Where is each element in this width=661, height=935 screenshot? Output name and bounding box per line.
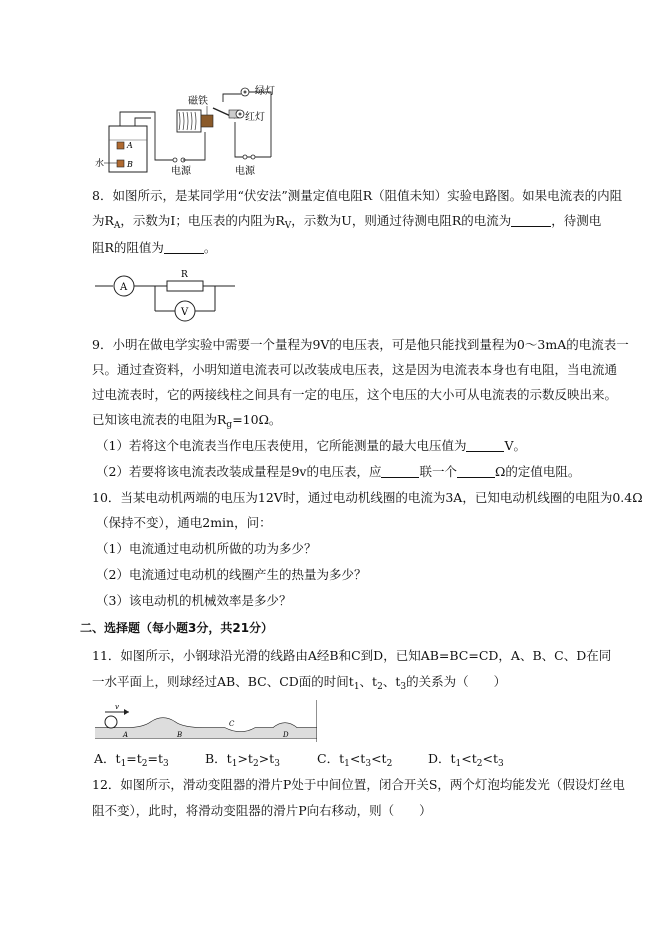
- label-power-2: 电源: [235, 166, 255, 177]
- label-a: A: [127, 141, 133, 150]
- q9-line-4: 已知该电流表的电阻为$R_g=10\Omega$。: [92, 412, 282, 430]
- q8-line-1: 8．如图所示，是某同学用“伏安法”测量定值电阻R（阻值未知）实验电路图。如果电流表的内阻: [92, 188, 623, 203]
- q9-line-3: 过电流表时，它的两接线柱之间具有一定的电压，这个电压的大小可从电流表的示数反映出来。: [92, 387, 618, 402]
- point-a-label: A: [123, 731, 129, 739]
- section-title: 二、选择题（每小题3分，共21分）: [80, 621, 274, 635]
- point-d-label: D: [283, 731, 289, 739]
- q8-line-2: 为$R_A$，示数为I；电压表的内阻为$R_V$，示数为U，则通过待测电阻R的电流为 ，待测电: [92, 213, 602, 231]
- q11-option-c[interactable]: C．$t_1<t_3<t_2$: [317, 751, 393, 769]
- q8-circuit-figure: [95, 268, 235, 326]
- q9-line-1: 9．小明在做电学实验中需要一个量程为9V的电压表，可是他只能找到量程为0～3mA的电流表一: [92, 337, 629, 352]
- q9-answer-blank-3[interactable]: [457, 465, 495, 478]
- point-c-label: C: [229, 720, 235, 728]
- label-green-lamp: 绿灯: [255, 86, 275, 97]
- q8-answer-blank-2[interactable]: [164, 241, 204, 254]
- label-red-lamp: 红灯: [245, 112, 265, 123]
- q11-line-1: 11．如图所示，小钢球沿光滑的线路由A经B和C到D，已知AB=BC=CD，A、B、C、D在同: [92, 648, 612, 663]
- q10-line-1: 10．当某电动机两端的电压为12V时，通过电动机线圈的电流为3A，已知电动机线圈的电阻为0.4Ω: [92, 490, 643, 505]
- label-water: 水: [95, 159, 105, 169]
- label-b: B: [127, 160, 133, 169]
- relay-circuit-figure: [95, 82, 285, 182]
- resistor-label: R: [181, 270, 188, 280]
- q11-option-d[interactable]: D．$t_1<t_2<t_3$: [428, 751, 504, 769]
- q11-option-b[interactable]: B．$t_1>t_2>t_3$: [205, 751, 280, 769]
- q10-part-1: （1）电流通过电动机所做的功为多少？: [96, 541, 317, 556]
- q9-part-2: （2）若要将该电流表改装成量程是9v的电压表，应 联一个 Ω的定值电阻。: [96, 464, 581, 479]
- ammeter-label: A: [120, 282, 128, 293]
- q9-answer-blank-2[interactable]: [381, 465, 419, 478]
- q11-line-2: 一水平面上，则球经过AB、BC、CD面的时间$t_1$、$t_2$、$t_3$的关系为（ ）: [92, 674, 507, 692]
- q8-line-3: 阻R的阻值为 。: [92, 240, 217, 255]
- q10-part-3: （3）该电动机的机械效率是多少？: [96, 593, 292, 608]
- velocity-label: v: [115, 703, 119, 711]
- q9-part-1: （1）若将这个电流表当作电压表使用，它所能测量的最大电压值为 V。: [96, 438, 526, 453]
- q11-track-figure: [95, 700, 317, 742]
- q12-line-2: 阻不变），此时，将滑动变阻器的滑片P向右移动，则（ ）: [92, 803, 432, 818]
- q11-option-a[interactable]: A．$t_1=t_2=t_3$: [94, 751, 169, 769]
- point-b-label: B: [177, 731, 183, 739]
- label-magnet: 磁铁: [188, 96, 208, 107]
- label-power-1: 电源: [171, 166, 191, 177]
- q8-answer-blank-1[interactable]: [511, 214, 551, 227]
- q10-line-2: （保持不变），通电2min，问：: [96, 515, 272, 530]
- q10-part-2: （2）电流通过电动机的线圈产生的热量为多少？: [96, 567, 367, 582]
- q9-answer-blank-1[interactable]: [466, 439, 504, 452]
- voltmeter-label: V: [181, 307, 189, 318]
- q12-line-1: 12．如图所示，滑动变阻器的滑片P处于中间位置，闭合开关S，两个灯泡均能发光（假设灯丝电: [92, 777, 625, 792]
- q9-line-2: 只。通过查资料，小明知道电流表可以改装成电压表，这是因为电流表本身也有电阻，当电流通: [92, 362, 618, 377]
